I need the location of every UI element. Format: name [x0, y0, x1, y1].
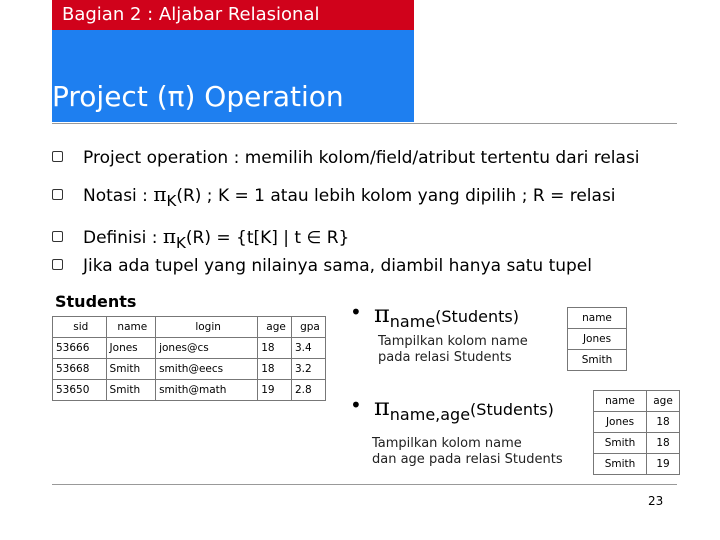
result-table-name [567, 307, 627, 371]
table-row [594, 412, 680, 433]
subscript: name,age [389, 405, 471, 424]
table-cell: 18 [647, 412, 680, 433]
column-header: name [594, 391, 647, 412]
expression-argument: (Students) [470, 400, 554, 419]
note-line: Tampilkan kolom name [378, 334, 528, 349]
slide-title: Project (π) Operation [52, 80, 344, 113]
table-cell: Jones [594, 412, 647, 433]
table-cell: Smith [568, 350, 627, 371]
table-cell: smith@math [156, 380, 258, 401]
table-header-row [568, 308, 627, 329]
table-cell: 18 [647, 433, 680, 454]
projection-expression [374, 300, 519, 331]
example-bullet: • [350, 300, 362, 324]
table-row [53, 380, 326, 401]
table-cell: 3.4 [291, 338, 325, 359]
subscript: K [176, 234, 186, 252]
pi-symbol: π [374, 300, 390, 328]
table-cell: 53666 [53, 338, 107, 359]
bullet-item [52, 148, 640, 168]
table-cell: 3.2 [291, 359, 325, 380]
chapter-title: Bagian 2 : Aljabar Relasional [62, 4, 320, 25]
pi-symbol: π [162, 224, 177, 248]
table-row [568, 350, 627, 371]
table-row [53, 338, 326, 359]
column-header: age [258, 317, 292, 338]
bullet-square-icon [52, 231, 63, 242]
pi-symbol: π [153, 182, 167, 206]
title-divider [52, 123, 677, 124]
table-row [594, 433, 680, 454]
students-table [52, 316, 326, 401]
expression-argument: (Students) [435, 307, 519, 326]
table-cell: Smith [594, 433, 647, 454]
table-row [53, 359, 326, 380]
table-cell: 19 [258, 380, 292, 401]
table-cell: Smith [106, 380, 156, 401]
table-cell: Smith [106, 359, 156, 380]
bullet-square-icon [52, 151, 63, 162]
note-line: pada relasi Students [378, 350, 512, 365]
table-header-row [53, 317, 326, 338]
table-cell: 19 [647, 454, 680, 475]
example-note [378, 334, 528, 366]
subscript: K [166, 192, 177, 210]
projection-expression [374, 393, 554, 424]
bullet-text: Jika ada tupel yang nilainya sama, diambil hanya satu tupel [83, 256, 592, 276]
pi-symbol: π [374, 393, 390, 421]
table-row [568, 329, 627, 350]
page-number: 23 [648, 494, 664, 508]
column-header: login [156, 317, 258, 338]
table-cell: 18 [258, 359, 292, 380]
example-note [372, 436, 563, 468]
table-cell: 2.8 [291, 380, 325, 401]
table-cell: Jones [106, 338, 156, 359]
table-cell: Smith [594, 454, 647, 475]
column-header: age [647, 391, 680, 412]
table-cell: smith@eecs [156, 359, 258, 380]
note-line: dan age pada relasi Students [372, 452, 563, 467]
table-cell: 53668 [53, 359, 107, 380]
bullet-prefix: Definisi : [83, 228, 163, 248]
subscript: name [389, 312, 436, 331]
column-header: name [568, 308, 627, 329]
table-cell: jones@cs [156, 338, 258, 359]
title-bar [52, 30, 414, 122]
bullet-item [52, 182, 616, 210]
table-header-row [594, 391, 680, 412]
bullet-item [52, 256, 592, 276]
bullet-prefix: Notasi : [83, 186, 154, 206]
bullet-suffix: (R) ; K = 1 atau lebih kolom yang dipilih ; R = relasi [176, 186, 616, 206]
bullet-square-icon [52, 259, 63, 270]
table-cell: 18 [258, 338, 292, 359]
note-line: Tampilkan kolom name [372, 436, 522, 451]
bullet-square-icon [52, 189, 63, 200]
bullet-suffix: (R) = {t[K] | t ∈ R} [185, 228, 350, 248]
table-row [594, 454, 680, 475]
bullet-text: Project operation : memilih kolom/field/atribut tertentu dari relasi [83, 148, 640, 168]
column-header: gpa [291, 317, 325, 338]
students-label: Students [55, 292, 137, 311]
column-header: sid [53, 317, 107, 338]
column-header: name [106, 317, 156, 338]
example-bullet: • [350, 393, 362, 417]
bullet-item [52, 224, 350, 252]
chapter-header-bar [52, 0, 414, 30]
result-table-name-age [593, 390, 680, 475]
footer-divider [52, 484, 677, 485]
table-cell: Jones [568, 329, 627, 350]
table-cell: 53650 [53, 380, 107, 401]
